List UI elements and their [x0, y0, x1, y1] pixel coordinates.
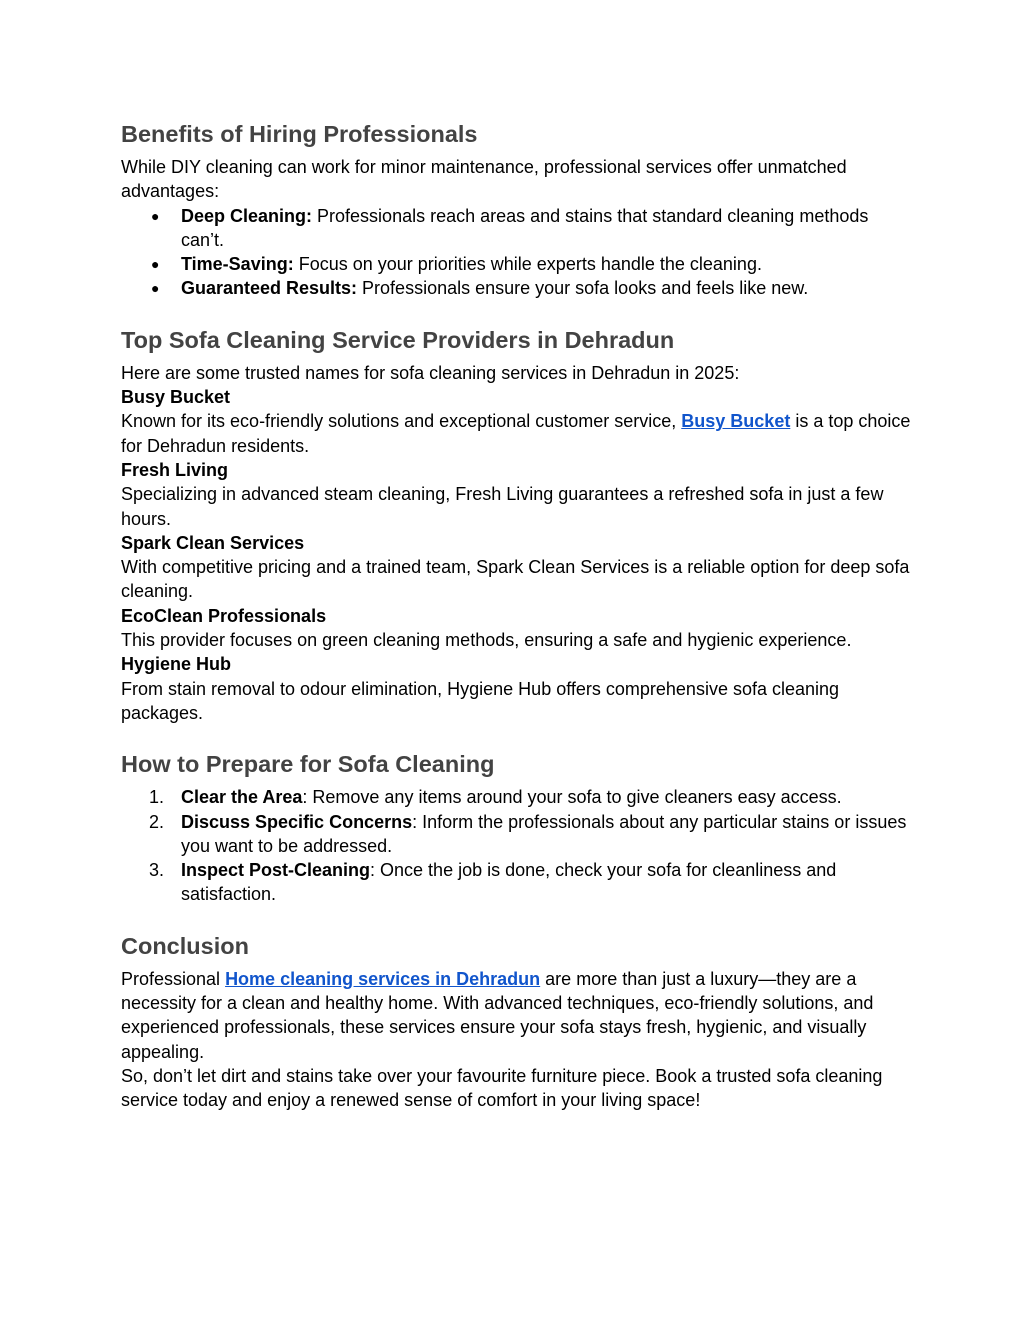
provider-name-busy-bucket: Busy Bucket [121, 387, 231, 408]
list-item-title: Inspect Post-Cleaning [181, 860, 371, 881]
provider-name-fresh-living: Fresh Living [121, 459, 229, 480]
list-item-text: : Inform the professionals about any particular stains or issues you want to be addressed. [181, 811, 907, 856]
busy-bucket-link[interactable]: Busy Bucket [681, 411, 791, 432]
provider-description-busy-bucket [121, 409, 911, 458]
provider-name-ecoclean: EcoClean Professionals [121, 605, 327, 626]
list-item-text: Focus on your priorities while experts handle the cleaning. [293, 254, 762, 275]
list-item-text: : Remove any items around your sofa to give cleaners easy access. [302, 787, 842, 808]
prepare-list [121, 785, 911, 906]
list-item-title: Discuss Specific Concerns [181, 811, 413, 832]
list-item-text: Professionals ensure your sofa looks and feels like new. [357, 278, 809, 299]
benefits-list [121, 204, 911, 301]
conclusion-paragraph [121, 967, 911, 1064]
list-number: 3. [149, 860, 165, 881]
provider-text: Known for its eco-friendly solutions and exceptional customer service, [121, 411, 682, 432]
provider-description-spark-clean: With competitive pricing and a trained team, Spark Clean Services is a reliable option for deep sofa cleaning. [121, 557, 910, 602]
conclusion-text: are more than just a luxury—they are a necessity for a clean and healthy home. With advanced techniques, eco-friendly solutions, and experienced professionals, these services ensure your sofa stays fresh, hygienic, and visually appealing. [121, 968, 874, 1062]
benefits-heading: Benefits of Hiring Professionals [121, 121, 478, 147]
bullet-dot-icon: ● [151, 256, 160, 273]
provider-text: is a top choice for Dehradun residents. [121, 411, 911, 456]
list-item-title: Time-Saving: [181, 254, 294, 275]
list-number: 2. [149, 811, 165, 832]
bullet-dot-icon: ● [151, 207, 160, 224]
list-item-text: : Once the job is done, check your sofa for cleanliness and satisfaction. [181, 860, 837, 905]
benefits-intro: While DIY cleaning can work for minor maintenance, professional services offer unmatched advantages: [121, 157, 847, 202]
bullet-dot-icon: ● [151, 280, 160, 297]
provider-name-hygiene-hub: Hygiene Hub [121, 654, 232, 675]
list-item [121, 252, 911, 276]
list-number: 1. [149, 787, 165, 808]
closing-paragraph: So, don’t let dirt and stains take over your favourite furniture piece. Book a trusted sofa cleaning service today and enjoy a renewed sense of comfort in your living space! [121, 1065, 883, 1111]
provider-description-fresh-living: Specializing in advanced steam cleaning, Fresh Living guarantees a refreshed sofa in just a few hours. [121, 484, 884, 529]
list-item [121, 785, 911, 809]
list-item [121, 204, 911, 253]
provider-name-spark-clean: Spark Clean Services [121, 532, 305, 553]
providers-intro: Here are some trusted names for sofa cleaning services in Dehradun in 2025: [121, 362, 740, 383]
conclusion-text: Professional [121, 968, 226, 989]
list-item [121, 810, 911, 859]
home-cleaning-link[interactable]: Home cleaning services in Dehradun [225, 968, 541, 989]
list-item-text: Professionals reach areas and stains that standard cleaning methods can’t. [181, 205, 869, 250]
provider-description-ecoclean: This provider focuses on green cleaning methods, ensuring a safe and hygienic experience. [121, 630, 852, 651]
document-content [121, 117, 911, 1113]
list-item-title: Guaranteed Results: [181, 278, 358, 299]
list-item [121, 858, 911, 907]
conclusion-heading: Conclusion [121, 932, 249, 959]
list-item [121, 276, 911, 300]
provider-description-hygiene-hub: From stain removal to odour elimination, Hygiene Hub offers comprehensive sofa cleaning packages. [121, 678, 840, 723]
prepare-heading: How to Prepare for Sofa Cleaning [121, 751, 495, 778]
providers-heading: Top Sofa Cleaning Service Providers in Dehradun [121, 326, 675, 353]
list-item-title: Deep Cleaning: [181, 205, 313, 226]
list-item-title: Clear the Area [181, 787, 303, 808]
